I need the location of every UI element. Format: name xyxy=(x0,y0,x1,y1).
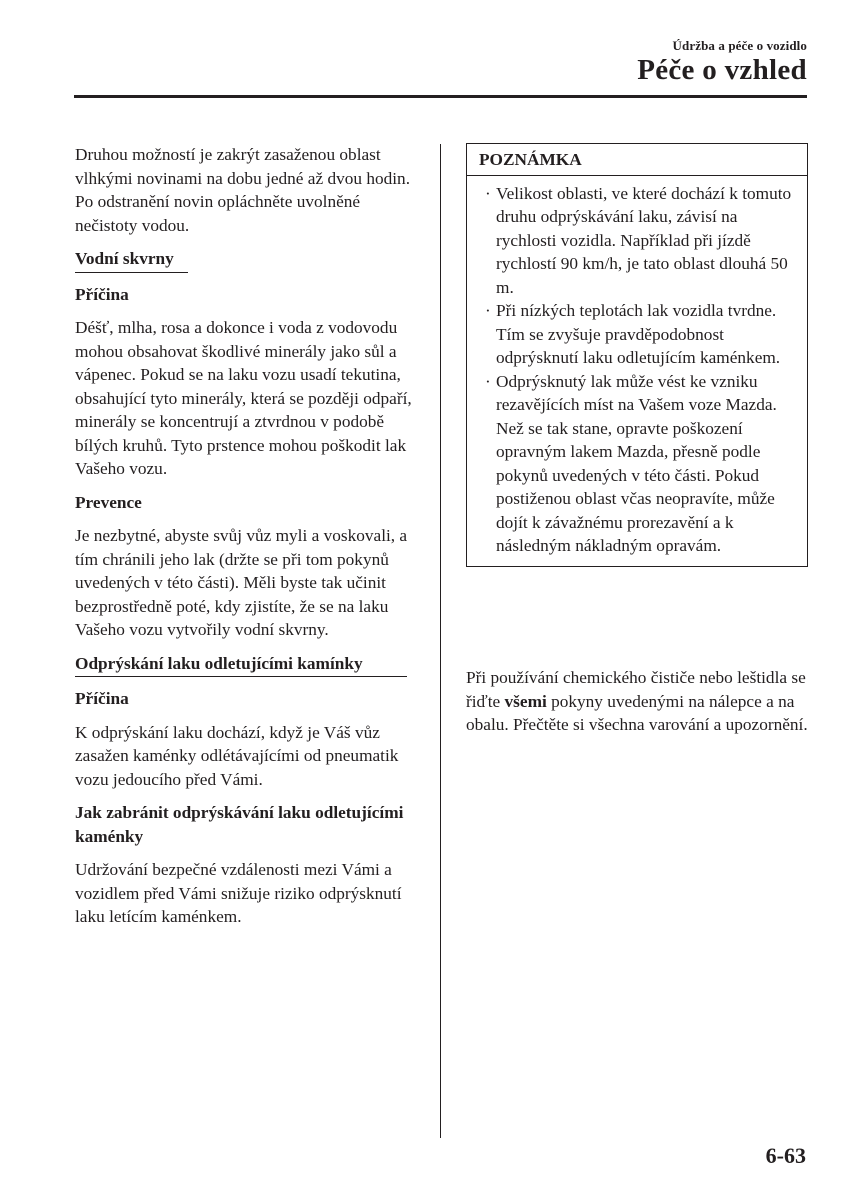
right-text-before: Při používání chemického čističe nebo leštidla se řiďte xyxy=(466,668,806,711)
bullet-icon: · xyxy=(485,183,491,203)
right-text-after: pokyny uvedenými na nálepce a na obalu. Přečtěte si všechna varování a upozornění. xyxy=(466,691,808,734)
header-rule xyxy=(74,95,807,98)
right-paragraph xyxy=(466,666,811,737)
note-item xyxy=(485,299,797,370)
subheading-cause: Příčina xyxy=(75,284,129,304)
note-box xyxy=(466,143,808,567)
note-list xyxy=(467,176,807,566)
page-number: 6-63 xyxy=(765,1143,806,1168)
column-divider xyxy=(440,144,441,1138)
chipping-cause-paragraph: K odprýskání laku dochází, když je Váš vůz zasažen kaménky odlétávajícími od pneumatik vozu jedoucího před Vámi. xyxy=(75,722,399,789)
bullet-icon: · xyxy=(485,371,491,391)
section-heading-water-spots: Vodní skvrny xyxy=(75,247,188,273)
subheading-chipping-prevention: Jak zabránit odprýskávání laku odletujícími kaménky xyxy=(75,803,404,846)
note-item-text: Odprýsknutý lak může vést ke vzniku rezavějících míst na Vašem voze Mazda. Než se tak stane, opravte poškození opravným lakem Mazda, přesně podle pokynů uvedených v této části. Pokud postiženou oblast včas neopravíte, může dojít k závažnému prorezavění a k následným nákladným opravám. xyxy=(496,371,777,555)
water-spots-cause-paragraph: Déšť, mlha, rosa a dokonce i voda z vodovodu mohou obsahovat škodlivé minerály jako sůl a vápenec. Pokud se na laku vozu usadí tekutina, obsahující tyto minerály, která se později odpaří, minerály se koncentrují a ztvrdnou v podobě bílých kruhů. Tyto prstence mohou poškodit lak Vašeho vozu. xyxy=(75,318,412,478)
bullet-icon: · xyxy=(485,301,491,320)
left-column xyxy=(75,143,420,939)
water-spots-prevention-paragraph: Je nezbytné, abyste svůj vůz myli a voskovali, a tím chránili jeho lak (držte se při tom pokynů uvedených v této části). Měli byste tak učinit bezprostředně poté, kdy zjistíte, že se na laku Vašeho vozu vytvořily vodní skvrny. xyxy=(75,526,408,639)
running-header-chapter: Údržba a péče o vozidlo xyxy=(672,38,807,53)
note-item-text: Při nízkých teplotách lak vozidla tvrdne. Tím se zvyšuje pravděpodobnost odprýsknutí laku odletujícím kaménkem. xyxy=(496,301,781,367)
subheading-prevention: Prevence xyxy=(75,492,142,512)
chipping-prevention-paragraph: Udržování bezpečné vzdálenosti mezi Vámi a vozidlem před Vámi snižuje riziko odprýsknutí laku letícím kaménkem. xyxy=(75,860,402,926)
section-heading-chipping: Odprýskání laku odletujícími kamínky xyxy=(75,652,407,678)
note-item xyxy=(485,370,797,558)
note-title: POZNÁMKA xyxy=(467,144,807,176)
note-item xyxy=(485,182,797,300)
note-item-text: Velikost oblasti, ve které dochází k tomuto druhu odprýskávání laku, závisí na rychlosti vozidla. Například při jízdě rychlostí 90 km/h, je tato oblast dlouhá 50 m. xyxy=(496,183,792,297)
right-text-bold: všemi xyxy=(504,691,547,711)
page-title: Péče o vzhled xyxy=(637,54,807,86)
intro-paragraph: Druhou možností je zakrýt zasaženou oblast vlhkými novinami na dobu jedné až dvou hodin. Po odstranění novin opláchněte uvolněné nečistoty vodou. xyxy=(75,145,411,235)
subheading-chipping-cause: Příčina xyxy=(75,689,129,708)
